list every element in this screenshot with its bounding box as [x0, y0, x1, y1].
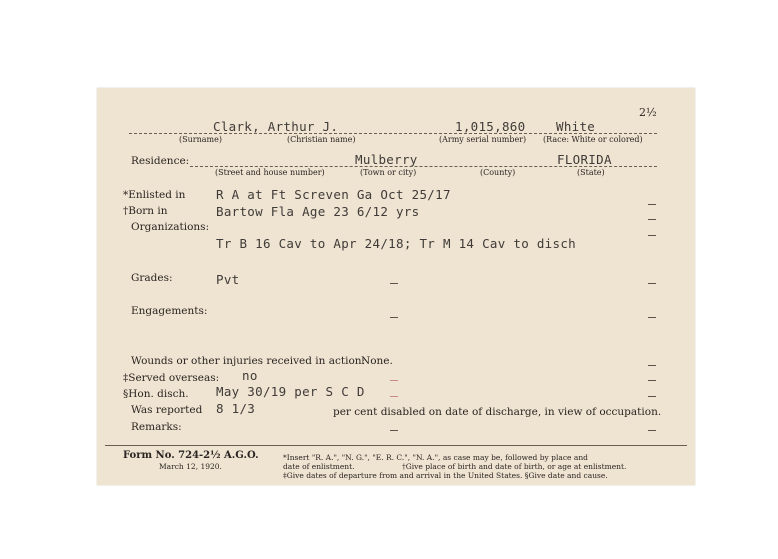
tick-mark — [648, 365, 656, 366]
tick-mark — [390, 430, 398, 431]
enlisted-label: *Enlisted in — [123, 189, 186, 201]
state-caption: (State) — [577, 168, 605, 177]
was-reported-label: Was reported — [131, 404, 203, 416]
disability-text: per cent disabled on date of discharge, in view of occupation. — [333, 406, 662, 418]
wounds-value: None. — [361, 355, 393, 367]
tick-mark — [390, 283, 398, 284]
footnote-overseas: ‡Give dates of departure from and arrival in the United States. §Give date and cause. — [283, 471, 608, 480]
disability-percent-value: 8 1/3 — [216, 401, 256, 416]
serial-caption: (Army serial number) — [439, 135, 527, 144]
name-value: Clark, Arthur J. — [213, 119, 339, 134]
town-caption: (Town or city) — [360, 168, 417, 177]
tick-mark — [648, 283, 656, 284]
wounds-label: Wounds or other injuries received in action: — [131, 355, 366, 367]
service-record-card — [97, 88, 695, 485]
residence-line — [190, 166, 657, 167]
grades-value: Pvt — [216, 272, 240, 287]
organizations-label: Organizations: — [131, 221, 210, 233]
serial-number-value: 1,015,860 — [455, 119, 526, 134]
header-line — [129, 133, 657, 134]
tick-mark — [390, 396, 398, 397]
christian-name-caption: (Christian name) — [287, 135, 356, 144]
organizations-value: Tr B 16 Cav to Apr 24/18; Tr M 14 Cav to disch — [216, 236, 576, 251]
enlisted-value: R A at Ft Screven Ga Oct 25/17 — [216, 187, 451, 202]
remarks-label: Remarks: — [131, 421, 182, 433]
tick-mark — [648, 317, 656, 318]
surname-caption: (Surname) — [179, 135, 222, 144]
street-caption: (Street and house number) — [215, 168, 325, 177]
corner-mark: 2½ — [639, 106, 657, 119]
tick-mark — [390, 380, 398, 381]
served-overseas-value: no — [242, 368, 258, 383]
tick-mark — [648, 235, 656, 236]
tick-mark — [648, 396, 656, 397]
honorable-discharge-value: May 30/19 per S C D — [216, 384, 365, 399]
tick-mark — [648, 430, 656, 431]
form-number: Form No. 724-2½ A.G.O. — [123, 450, 259, 461]
footnote-birth: †Give place of birth and date of birth, or age at enlistment. — [402, 462, 627, 471]
state-value: FLORIDA — [557, 152, 612, 167]
tick-mark — [648, 380, 656, 381]
tick-mark — [648, 219, 656, 220]
footnote-enlistment-cont: date of enlistment. — [283, 462, 355, 471]
footer-separator — [105, 445, 687, 446]
county-caption: (County) — [480, 168, 516, 177]
engagements-label: Engagements: — [131, 305, 208, 317]
tick-mark — [648, 204, 656, 205]
footnote-enlistment: *Insert "R. A.", "N. G.", "E. R. C.", "N. A.", as case may be, followed by place and — [283, 453, 588, 462]
born-label: †Born in — [123, 205, 168, 217]
served-overseas-label: ‡Served overseas: — [123, 372, 220, 384]
race-caption: (Race: White or colored) — [543, 135, 643, 144]
race-value: White — [556, 119, 596, 134]
honorable-discharge-label: §Hon. disch. — [123, 388, 189, 400]
born-value: Bartow Fla Age 23 6/12 yrs — [216, 204, 420, 219]
grades-label: Grades: — [131, 272, 173, 284]
residence-label: Residence: — [131, 155, 190, 167]
town-value: Mulberry — [355, 152, 418, 167]
tick-mark — [390, 317, 398, 318]
form-date: March 12, 1920. — [159, 462, 222, 471]
